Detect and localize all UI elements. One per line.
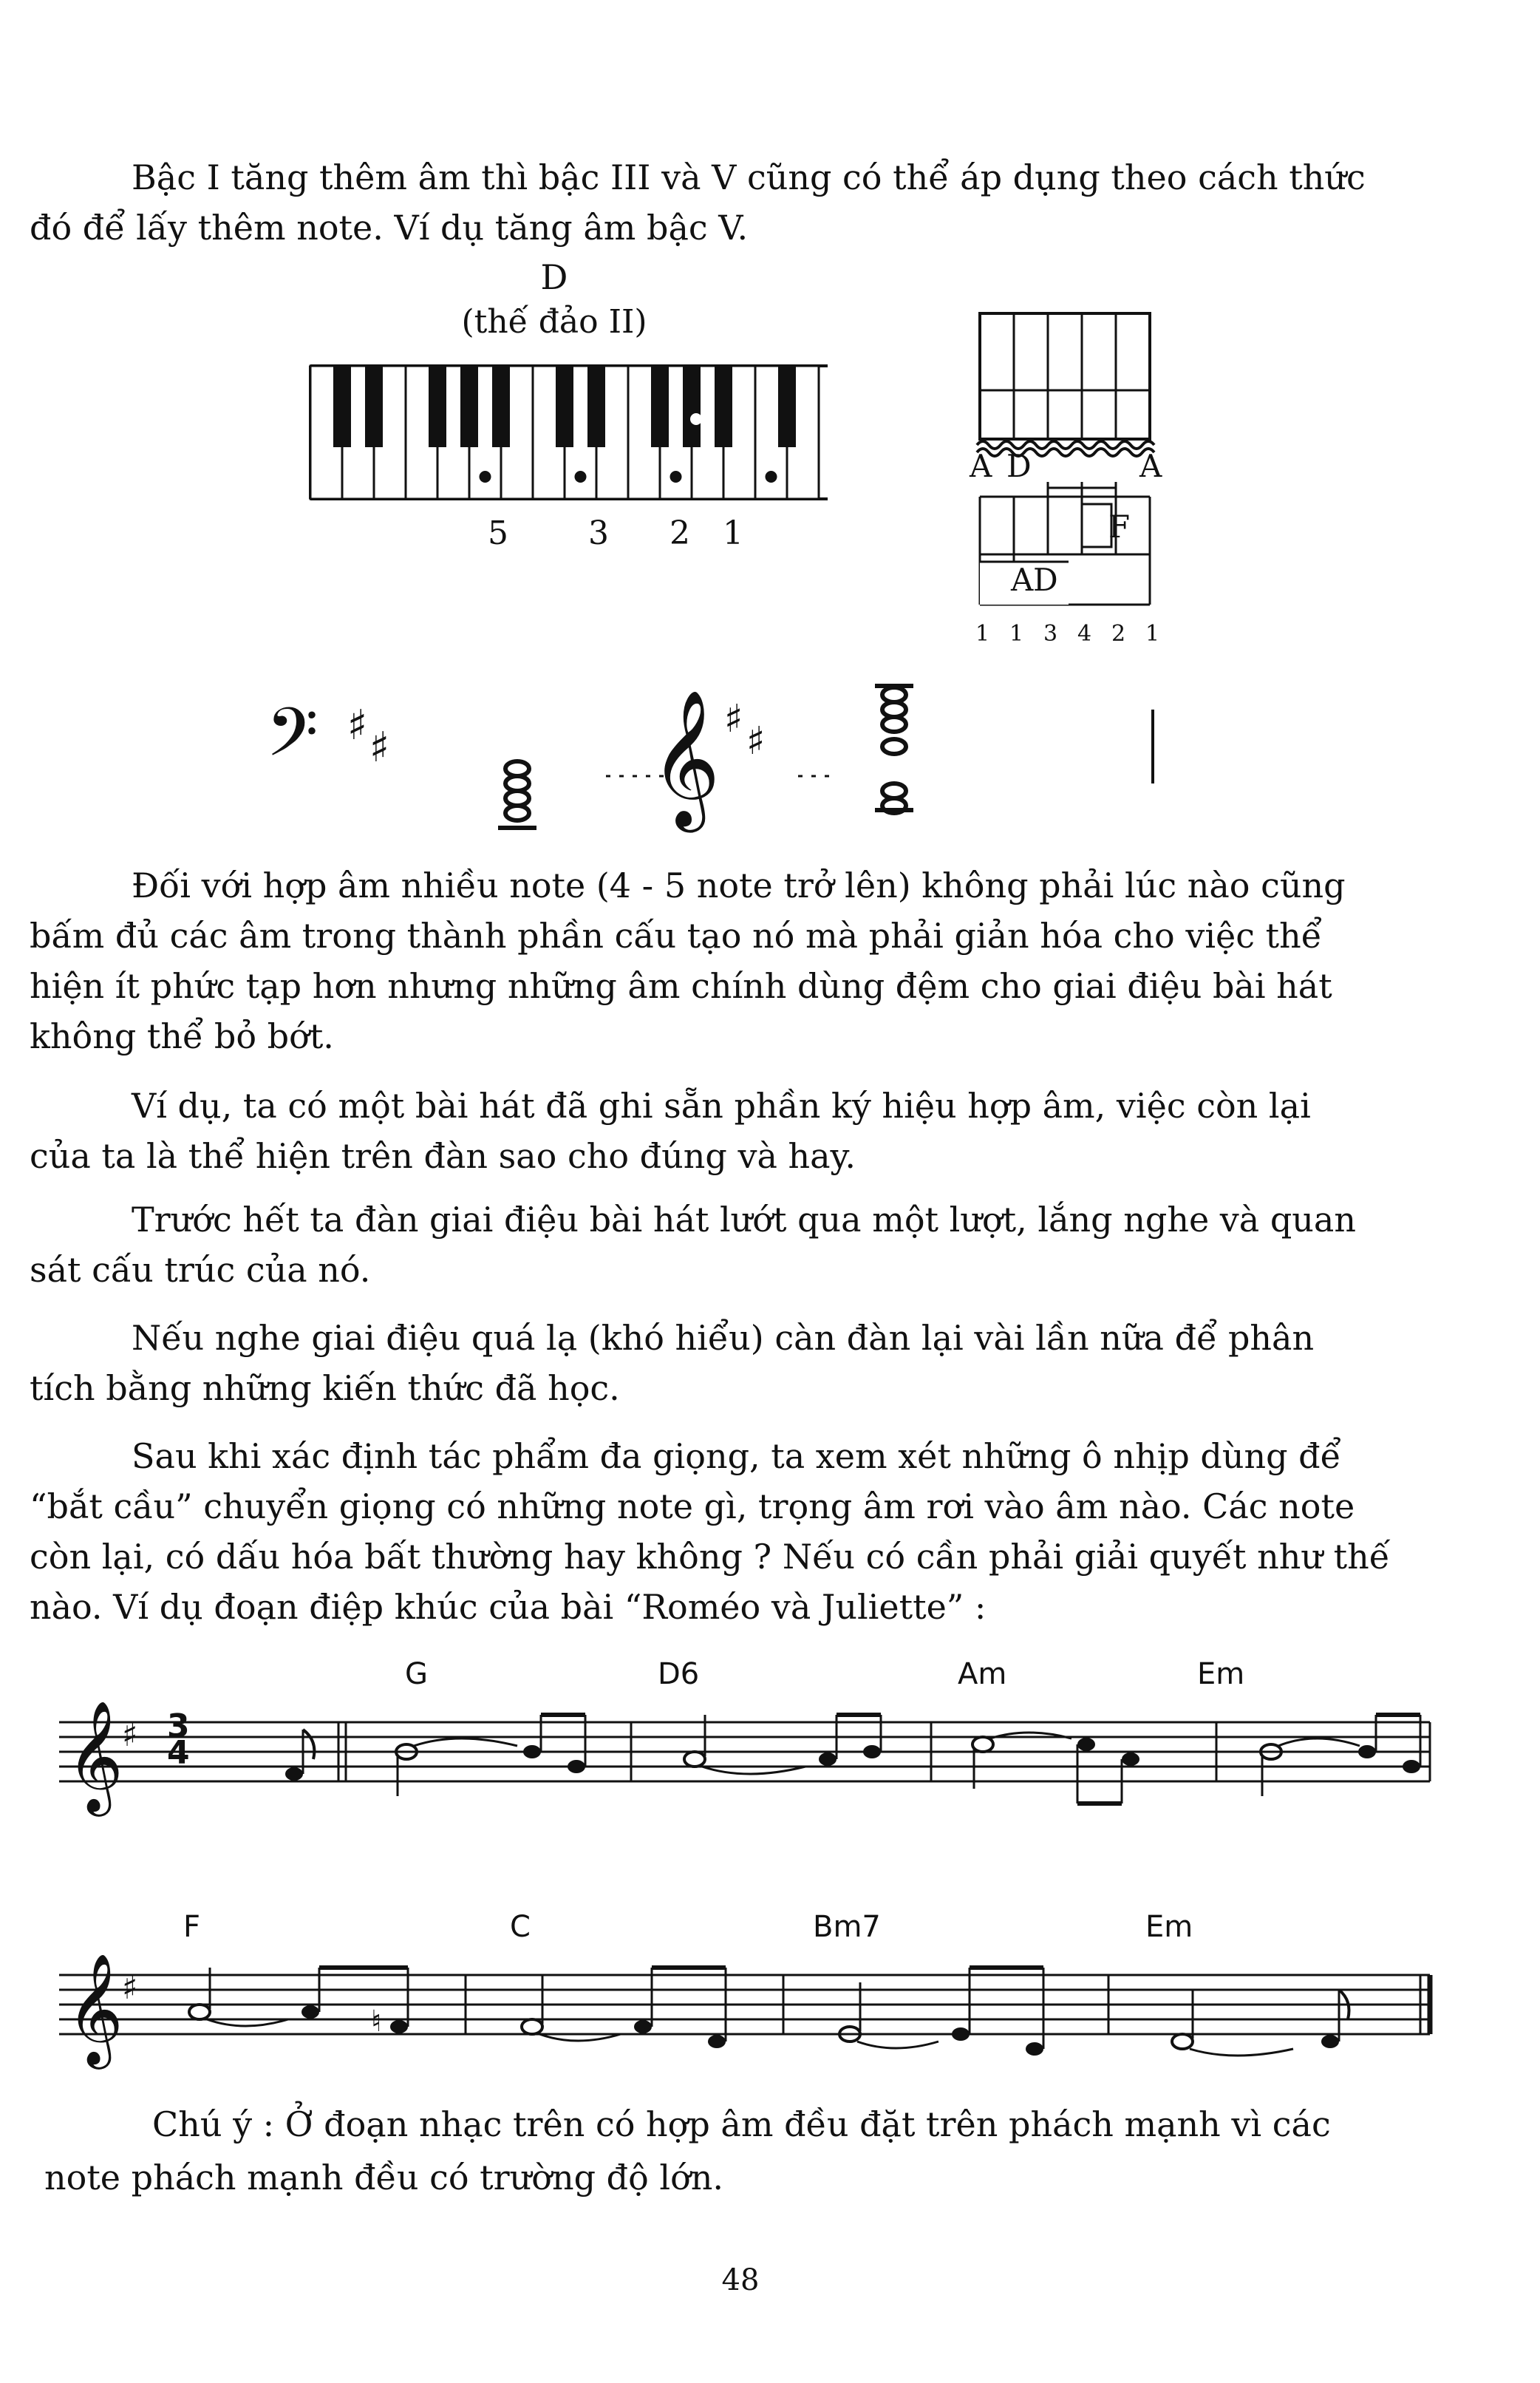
time-sig-bottom: 4 (167, 1734, 190, 1772)
piano-black-key (333, 366, 351, 447)
time-sig-top: 3 (167, 1707, 190, 1745)
treble-clef-icon: 𝄞 (67, 1952, 123, 2064)
chord-symbol: D6 (658, 1657, 700, 1691)
piano-black-key (460, 366, 478, 447)
sharp-icon: ♯ (347, 701, 368, 749)
chord-symbol: Am (958, 1657, 1007, 1691)
piano-key-dot (670, 471, 682, 483)
piano-black-key (715, 366, 732, 447)
piano-black-key (683, 366, 701, 447)
chord-symbol: C (510, 1910, 531, 1944)
guitar-label-d3: D (1033, 562, 1058, 598)
intro-line-1: Bậc I tăng thêm âm thì bậc III và V cũng có thể áp dụng theo cách thức (132, 157, 1366, 197)
sharp-icon: ♯ (724, 697, 743, 741)
piano-black-key (429, 366, 446, 447)
chord-notes-2 (875, 686, 913, 813)
chord-symbol: Em (1197, 1657, 1245, 1691)
chord-symbol: G (405, 1657, 428, 1691)
guitar-label-d1: D (1006, 448, 1032, 484)
chord-name: D (540, 257, 568, 297)
chord-symbol: Em (1145, 1910, 1193, 1944)
guitar-label-a2: A (1139, 448, 1162, 484)
finger-2: 2 (670, 514, 690, 552)
guitar-finger-2: 1 (1009, 621, 1024, 647)
piano-black-key (365, 366, 383, 447)
page-number: 48 (721, 2263, 760, 2297)
sharp-icon: ♯ (122, 1969, 138, 2007)
piano-black-key (651, 366, 669, 447)
finger-5: 5 (488, 514, 508, 552)
note-line-1: Chú ý : Ở đoạn nhạc trên có hợp âm đều đặt trên phách mạnh vì các (152, 2104, 1331, 2144)
paragraph-line: hiện ít phức tạp hơn nhưng những âm chính dùng đệm cho giai điệu bài hát (30, 966, 1332, 1006)
paragraph-line: Sau khi xác định tác phẩm đa giọng, ta xem xét những ô nhịp dùng để (132, 1436, 1341, 1476)
natural-icon: ♮ (371, 2005, 382, 2039)
chord-symbol: F (183, 1910, 201, 1944)
piano-key-dot (480, 471, 491, 483)
guitar-finger-3: 3 (1043, 621, 1058, 647)
paragraph-line: không thể bỏ bớt. (30, 1016, 334, 1056)
paragraph-line: Trước hết ta đàn giai điệu bài hát lướt qua một lượt, lắng nghe và quan (132, 1200, 1356, 1240)
sharp-icon: ♯ (369, 724, 390, 772)
piano-black-key (556, 366, 573, 447)
paragraph-line: nào. Ví dụ đoạn điệp khúc của bài “Roméo và Juliette” : (30, 1587, 987, 1627)
guitar-finger-4: 4 (1077, 621, 1092, 647)
finger-1: 1 (723, 514, 743, 552)
piano-black-key (492, 366, 510, 447)
paragraph-line: Đối với hợp âm nhiều note (4 - 5 note trở lên) không phải lúc nào cũng (132, 866, 1346, 905)
chord-symbol: Bm7 (813, 1910, 881, 1944)
treble-clef-icon: 𝄞 (67, 1699, 123, 1812)
piano-key-dot (766, 471, 777, 483)
intro-line-2: đó để lấy thêm note. Ví dụ tăng âm bậc V. (30, 208, 749, 248)
guitar-fret-marker: F (1108, 509, 1131, 545)
paragraph-line: còn lại, có dấu hóa bất thường hay không ? Nếu có cần phải giải quyết như thế (30, 1537, 1391, 1577)
paragraph-line: “bắt cầu” chuyển giọng có những note gì, trọng âm rơi vào âm nào. Các note (30, 1486, 1355, 1526)
bass-clef-icon: 𝄢 (266, 693, 318, 788)
sharp-icon: ♯ (122, 1716, 138, 1754)
guitar-label-a1: A (970, 448, 992, 484)
note-line-2: note phách mạnh đều có trường độ lớn. (44, 2158, 724, 2197)
sharp-icon: ♯ (746, 719, 766, 764)
paragraph-line: sát cấu trúc của nó. (30, 1250, 371, 1290)
paragraph-line: của ta là thể hiện trên đàn sao cho đúng và hay. (30, 1136, 856, 1176)
paragraph-line: Ví dụ, ta có một bài hát đã ghi sẵn phần ký hiệu hợp âm, việc còn lại (132, 1086, 1311, 1126)
guitar-finger-1: 1 (975, 621, 990, 647)
guitar-finger-6: 1 (1145, 621, 1160, 647)
piano-key-dot (690, 413, 702, 425)
treble-clef-icon: 𝄞 (650, 688, 720, 826)
guitar-finger-5: 2 (1111, 621, 1126, 647)
chord-notes-1 (498, 761, 536, 828)
piano-black-key (778, 366, 796, 447)
guitar-label-a3: A (1011, 562, 1034, 598)
paragraph-line: bấm đủ các âm trong thành phần cấu tạo nó mà phải giản hóa cho việc thể (30, 916, 1323, 956)
inversion-label: (thế đảo II) (461, 303, 647, 341)
finger-3: 3 (588, 514, 609, 552)
paragraph-line: tích bằng những kiến thức đã học. (30, 1368, 620, 1408)
piano-key-dot (575, 471, 587, 483)
piano-black-key (587, 366, 605, 447)
paragraph-line: Nếu nghe giai điệu quá lạ (khó hiểu) càn đàn lại vài lần nữa để phân (132, 1318, 1315, 1358)
